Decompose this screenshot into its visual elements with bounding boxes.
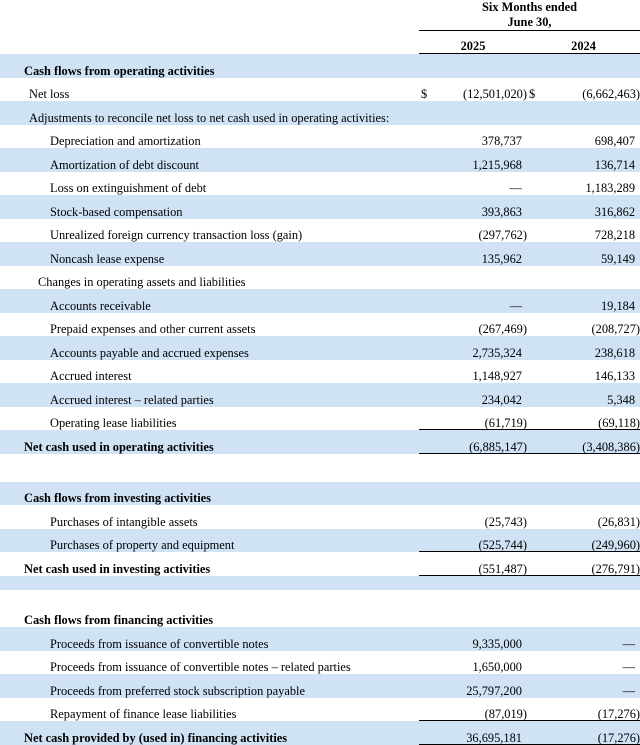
currency-symbol-2024 bbox=[527, 674, 547, 698]
currency-symbol-2024 bbox=[527, 172, 547, 196]
currency-symbol-2024 bbox=[527, 313, 547, 337]
row-label: Proceeds from issuance of convertible notes bbox=[0, 627, 419, 651]
table-row bbox=[0, 78, 640, 102]
value-2025: 36,695,181 bbox=[433, 721, 527, 745]
table-row bbox=[0, 430, 640, 454]
currency-symbol-2024 bbox=[527, 698, 547, 722]
currency-symbol-2025 bbox=[419, 430, 433, 454]
table-row bbox=[0, 529, 640, 553]
value-2025 bbox=[433, 454, 527, 468]
row-label: Purchases of property and equipment bbox=[0, 529, 419, 553]
currency-symbol-2025 bbox=[419, 336, 433, 360]
row-label: Changes in operating assets and liabilities bbox=[38, 275, 246, 290]
table-row bbox=[0, 172, 640, 196]
table-row bbox=[0, 627, 640, 651]
value-2025 bbox=[433, 576, 527, 590]
currency-symbol-2024 bbox=[527, 468, 547, 482]
table-row bbox=[0, 242, 640, 266]
currency-symbol-2024 bbox=[527, 54, 547, 78]
value-2024: 19,184 bbox=[547, 289, 640, 313]
value-2025: 393,863 bbox=[433, 195, 527, 219]
currency-symbol-2024 bbox=[527, 721, 547, 745]
currency-symbol-2024 bbox=[527, 360, 547, 384]
value-2024 bbox=[547, 590, 640, 604]
row-label: Stock-based compensation bbox=[0, 195, 419, 219]
row-label: Cash flows from operating activities bbox=[0, 54, 419, 78]
currency-symbol-2025 bbox=[419, 219, 433, 243]
value-2025: (87,019) bbox=[433, 698, 527, 722]
value-2024: — bbox=[547, 627, 640, 651]
table-row bbox=[0, 219, 640, 243]
row-label: Accounts receivable bbox=[0, 289, 419, 313]
year-header-2024: 2024 bbox=[571, 39, 596, 54]
currency-symbol-2025 bbox=[419, 242, 433, 266]
currency-symbol-2025 bbox=[419, 468, 433, 482]
value-2025 bbox=[433, 590, 527, 604]
value-2024: (208,727) bbox=[591, 322, 640, 337]
value-2024: 5,348 bbox=[547, 383, 640, 407]
row-label: Cash flows from investing activities bbox=[0, 482, 419, 506]
row-label: Loss on extinguishment of debt bbox=[50, 181, 207, 196]
value-2024: 728,218 bbox=[594, 228, 636, 243]
currency-symbol-2024 bbox=[527, 430, 547, 454]
value-2024: — bbox=[622, 660, 636, 675]
table-row bbox=[0, 54, 640, 78]
table-row bbox=[0, 698, 640, 722]
year-header-2025: 2025 bbox=[460, 39, 486, 54]
currency-symbol-2025 bbox=[419, 674, 433, 698]
value-2025: 1,215,968 bbox=[433, 148, 527, 172]
table-row bbox=[0, 289, 640, 313]
value-2025: (25,743) bbox=[484, 514, 527, 529]
value-2025 bbox=[433, 54, 527, 78]
value-2024: (6,662,463) bbox=[582, 87, 640, 102]
currency-symbol-2024 bbox=[527, 552, 547, 576]
period-line-2: June 30, bbox=[507, 15, 552, 30]
value-2025: 1,650,000 bbox=[472, 660, 522, 675]
currency-symbol-2025 bbox=[419, 101, 433, 125]
value-2024: (249,960) bbox=[547, 529, 640, 553]
row-label: Proceeds from issuance of convertible notes – related parties bbox=[50, 660, 351, 675]
currency-symbol-2025 bbox=[419, 172, 433, 196]
row-label bbox=[0, 590, 419, 604]
value-2024: — bbox=[547, 674, 640, 698]
currency-symbol-2024 bbox=[527, 148, 547, 172]
value-2025: 2,735,324 bbox=[433, 336, 527, 360]
value-2024: (26,831) bbox=[597, 514, 640, 529]
currency-symbol-2024 bbox=[527, 266, 547, 290]
currency-symbol-2025 bbox=[419, 454, 433, 468]
table-row bbox=[0, 407, 640, 431]
currency-symbol-2024 bbox=[527, 101, 547, 125]
row-label: Purchases of intangible assets bbox=[50, 514, 198, 529]
table-row bbox=[0, 383, 640, 407]
spacer-row bbox=[0, 576, 640, 590]
currency-symbol-2025 bbox=[419, 721, 433, 745]
header-spacer-label bbox=[0, 0, 419, 30]
table-row bbox=[0, 336, 640, 360]
row-label: Accrued interest bbox=[50, 369, 132, 384]
value-2024 bbox=[547, 454, 640, 468]
value-2025 bbox=[433, 266, 527, 290]
spacer-row bbox=[0, 590, 640, 604]
spacer-row bbox=[0, 468, 640, 482]
value-2025: (6,885,147) bbox=[433, 430, 527, 454]
currency-symbol-2025 bbox=[419, 552, 433, 576]
value-2024 bbox=[547, 266, 640, 290]
currency-symbol-2024 bbox=[527, 242, 547, 266]
row-label: Cash flows from financing activities bbox=[24, 613, 214, 628]
value-2024: 238,618 bbox=[547, 336, 640, 360]
year-header-row bbox=[0, 31, 640, 53]
value-2025: 378,737 bbox=[481, 134, 522, 149]
spacer-row bbox=[0, 454, 640, 468]
row-label: Proceeds from preferred stock subscription payable bbox=[0, 674, 419, 698]
currency-symbol-2025 bbox=[419, 383, 433, 407]
row-label: Operating lease liabilities bbox=[50, 416, 177, 431]
currency-symbol-2024 bbox=[527, 336, 547, 360]
table-body bbox=[0, 54, 640, 745]
row-label bbox=[0, 454, 419, 468]
currency-symbol-2024 bbox=[527, 505, 547, 529]
row-label: Net cash used in operating activities bbox=[0, 430, 419, 454]
value-2025 bbox=[433, 482, 527, 506]
table-row bbox=[0, 313, 640, 337]
value-2025: (61,719) bbox=[433, 407, 527, 431]
currency-symbol-2025 bbox=[419, 505, 433, 529]
currency-symbol-2024 bbox=[527, 627, 547, 651]
currency-symbol-2025 bbox=[419, 529, 433, 553]
table-row bbox=[0, 505, 640, 529]
value-2024: 1,183,289 bbox=[585, 181, 636, 196]
currency-symbol-2025 bbox=[419, 125, 433, 149]
currency-symbol-2025 bbox=[419, 604, 433, 628]
value-2025: 25,797,200 bbox=[433, 674, 527, 698]
currency-symbol-2025 bbox=[419, 627, 433, 651]
currency-symbol-2025 bbox=[419, 289, 433, 313]
currency-symbol-2025 bbox=[419, 698, 433, 722]
table-row bbox=[0, 552, 640, 576]
value-2025: 234,042 bbox=[433, 383, 527, 407]
currency-symbol-2025 bbox=[419, 360, 433, 384]
value-2024: (17,276) bbox=[547, 721, 640, 745]
currency-symbol-2025 bbox=[419, 651, 433, 675]
currency-symbol-2024 bbox=[527, 529, 547, 553]
value-2024: 146,133 bbox=[594, 369, 636, 384]
row-label bbox=[0, 576, 419, 590]
currency-symbol-2024 bbox=[527, 289, 547, 313]
value-2025: (551,487) bbox=[433, 552, 527, 576]
row-label: Net loss bbox=[29, 87, 70, 102]
currency-symbol-2025 bbox=[419, 148, 433, 172]
row-label: Amortization of debt discount bbox=[0, 148, 419, 172]
currency-symbol-2024 bbox=[527, 383, 547, 407]
table-header bbox=[0, 0, 640, 54]
row-label: Unrealized foreign currency transaction loss (gain) bbox=[50, 228, 303, 243]
row-label: Noncash lease expense bbox=[0, 242, 419, 266]
currency-symbol-2024: $ bbox=[529, 87, 536, 102]
currency-symbol-2024 bbox=[527, 604, 547, 628]
value-2025: (297,762) bbox=[478, 228, 527, 243]
value-2025 bbox=[433, 604, 527, 628]
value-2024: (17,276) bbox=[547, 698, 640, 722]
currency-symbol-2024 bbox=[527, 219, 547, 243]
year-header-spacer bbox=[0, 31, 419, 53]
value-2024 bbox=[547, 482, 640, 506]
currency-symbol-2025: $ bbox=[421, 87, 428, 102]
row-label: Adjustments to reconcile net loss to net cash used in operating activities: bbox=[0, 101, 419, 125]
table-row bbox=[0, 148, 640, 172]
currency-symbol-2025 bbox=[419, 54, 433, 78]
value-2024: 316,862 bbox=[547, 195, 640, 219]
currency-symbol-2025 bbox=[419, 266, 433, 290]
value-2025: — bbox=[509, 181, 522, 196]
row-label: Repayment of finance lease liabilities bbox=[50, 707, 237, 722]
currency-symbol-2025 bbox=[419, 195, 433, 219]
row-label: Depreciation and amortization bbox=[50, 134, 201, 149]
value-2024: (3,408,386) bbox=[547, 430, 640, 454]
value-2024: 59,149 bbox=[547, 242, 640, 266]
table-row bbox=[0, 266, 640, 290]
row-label: Prepaid expenses and other current assets bbox=[50, 322, 256, 337]
value-2024 bbox=[547, 604, 640, 628]
value-2025: (12,501,020) bbox=[462, 87, 527, 102]
value-2024: (69,118) bbox=[547, 407, 640, 431]
currency-symbol-2024 bbox=[527, 482, 547, 506]
table-row bbox=[0, 651, 640, 675]
currency-symbol-2024 bbox=[527, 651, 547, 675]
currency-symbol-2025 bbox=[419, 407, 433, 431]
value-2025: (267,469) bbox=[478, 322, 527, 337]
value-2024 bbox=[547, 576, 640, 590]
currency-symbol-2025 bbox=[419, 313, 433, 337]
table-row bbox=[0, 482, 640, 506]
table-row bbox=[0, 360, 640, 384]
table-row bbox=[0, 674, 640, 698]
currency-symbol-2024 bbox=[527, 576, 547, 590]
value-2024: (276,791) bbox=[547, 552, 640, 576]
row-label: Accrued interest – related parties bbox=[0, 383, 419, 407]
value-2025 bbox=[433, 468, 527, 482]
row-label: Accounts payable and accrued expenses bbox=[0, 336, 419, 360]
value-2025 bbox=[433, 101, 527, 125]
value-2025: 9,335,000 bbox=[433, 627, 527, 651]
value-2024 bbox=[547, 101, 640, 125]
value-2024: 136,714 bbox=[547, 148, 640, 172]
value-2024 bbox=[547, 54, 640, 78]
currency-symbol-2024 bbox=[527, 125, 547, 149]
currency-symbol-2024 bbox=[527, 454, 547, 468]
value-2025: (525,744) bbox=[433, 529, 527, 553]
value-2024: 698,407 bbox=[594, 134, 636, 149]
currency-symbol-2024 bbox=[527, 407, 547, 431]
currency-symbol-2025 bbox=[419, 590, 433, 604]
currency-symbol-2025 bbox=[419, 482, 433, 506]
row-label bbox=[0, 468, 419, 482]
value-2025: — bbox=[433, 289, 527, 313]
table-row bbox=[0, 721, 640, 745]
currency-symbol-2024 bbox=[527, 590, 547, 604]
value-2024 bbox=[547, 468, 640, 482]
row-label: Net cash provided by (used in) financing activities bbox=[0, 721, 419, 745]
table-row bbox=[0, 604, 640, 628]
period-title-row bbox=[0, 0, 640, 30]
table-row bbox=[0, 101, 640, 125]
currency-symbol-2025 bbox=[419, 576, 433, 590]
table-row bbox=[0, 125, 640, 149]
table-row bbox=[0, 195, 640, 219]
period-title bbox=[419, 0, 640, 30]
row-label: Net cash used in investing activities bbox=[24, 561, 211, 576]
value-2025: 1,148,927 bbox=[472, 369, 522, 384]
value-2025: 135,962 bbox=[433, 242, 527, 266]
period-line-1: Six Months ended bbox=[482, 0, 578, 14]
currency-symbol-2024 bbox=[527, 195, 547, 219]
